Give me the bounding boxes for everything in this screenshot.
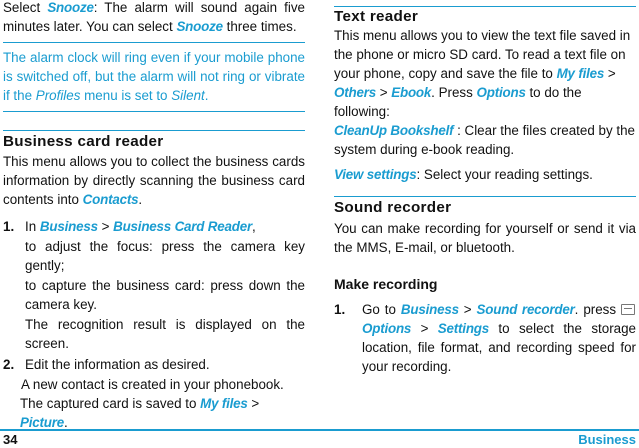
snooze-paragraph	[3, 0, 305, 36]
business-keyword: Business	[39, 219, 98, 234]
options-keyword: Options	[476, 85, 526, 100]
section-name: Business	[578, 432, 636, 447]
sound-recorder-keyword: Sound recorder	[476, 302, 575, 317]
footer-rule	[0, 429, 639, 431]
cleanup-bookshelf-option: CleanUp Bookshelf : Clear the files created by the system during e-book reading.	[334, 123, 635, 157]
alarm-note: The alarm clock will ring even if your mobile phone is switched off, but the alarm will not ring or vibrate if the Profiles menu is set to Silent.	[3, 50, 305, 103]
left-column	[3, 0, 305, 432]
business-card-reader-keyword: Business Card Reader	[113, 219, 252, 234]
text-reader-heading: Text reader	[334, 8, 419, 25]
step-number: 1.	[3, 219, 15, 234]
bcr-step-1-focus: to adjust the focus: press the camera key gently;	[25, 239, 305, 273]
note-top-divider	[3, 42, 305, 43]
step-number: 2.	[3, 357, 15, 372]
cleanup-bookshelf-keyword: CleanUp Bookshelf	[334, 123, 454, 138]
my-files-keyword: My files	[200, 396, 248, 411]
business-keyword: Business	[400, 302, 459, 317]
bcr-step-2: 2. Edit the information as desired.	[3, 357, 210, 372]
snooze-keyword: Snooze	[176, 19, 223, 34]
menu-key-icon	[621, 304, 635, 315]
bcr-step-1: 1. In Business > Business Card Reader,	[3, 219, 256, 234]
silent-keyword: Silent	[171, 88, 205, 103]
sound-recorder-divider	[334, 196, 636, 197]
note-bottom-divider	[3, 111, 305, 112]
intro-text: : The alarm will sound again five minutes later. You can select	[3, 0, 305, 34]
ebook-keyword: Ebook	[391, 85, 432, 100]
section-divider	[3, 130, 305, 131]
my-files-keyword: My files	[556, 66, 605, 81]
make-recording-heading: Make recording	[334, 276, 438, 292]
bcr-step-1-result: The recognition result is displayed on the screen.	[25, 317, 305, 351]
others-keyword: Others	[334, 85, 376, 100]
step-number: 1.	[334, 302, 346, 317]
intro-text: three times.	[222, 19, 297, 34]
intro-text: Select	[3, 0, 48, 15]
profiles-keyword: Profiles	[35, 88, 81, 103]
picture-keyword: Picture	[20, 415, 64, 430]
recording-step-1: 1. Go to Business > Sound recorder. press Options > Settings to select the storage location, file format, and recording speed for your recording.	[334, 302, 637, 374]
view-settings-option: View settings: Select your reading settings.	[334, 167, 593, 182]
view-settings-keyword: View settings	[334, 167, 417, 182]
text-reader-description: This menu allows you to view the text file saved in the phone or micro SD card. To read a text file on your phone, copy and save the file to My files > Others > Ebook. Press Options to do the following:	[334, 28, 631, 119]
sound-recorder-description: You can make recording for yourself or send it via the MMS, E-mail, or bluetooth.	[334, 221, 636, 255]
business-card-reader-heading: Business card reader	[3, 133, 164, 150]
right-column	[334, 0, 636, 376]
sound-recorder-heading: Sound recorder	[334, 199, 452, 216]
bcr-step-1-capture: to capture the business card: press down the camera key.	[25, 278, 305, 312]
contacts-keyword: Contacts	[82, 192, 139, 207]
options-keyword: Options	[362, 321, 412, 336]
page-number: 34	[3, 432, 18, 447]
new-contact-text: A new contact is created in your phonebook.	[21, 377, 284, 392]
snooze-keyword: Snooze	[47, 0, 94, 15]
settings-keyword: Settings	[437, 321, 490, 336]
card-saved-text: The captured card is saved to My files > Picture.	[20, 396, 260, 430]
business-card-description: This menu allows you to collect the business cards information by directly scanning the business card contents into Contacts.	[3, 154, 305, 207]
